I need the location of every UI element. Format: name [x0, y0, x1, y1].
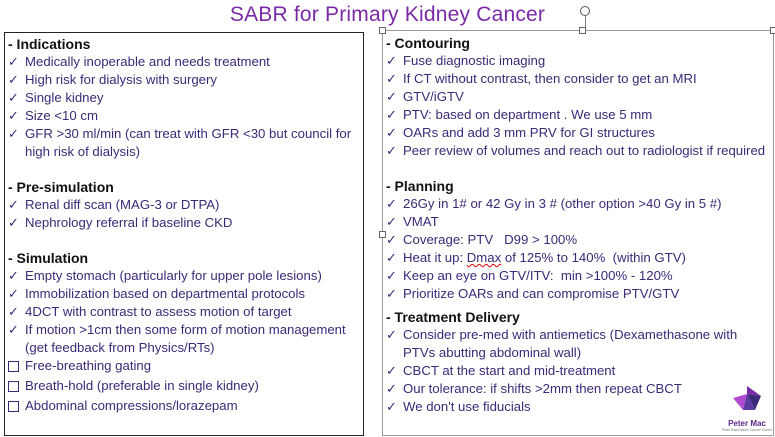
square-bullet-icon	[8, 381, 19, 392]
check-icon: ✓	[8, 126, 19, 141]
list-item: ✓ GFR >30 ml/min (can treat with GFR <30 but council for high risk of dialysis)	[8, 126, 352, 159]
list-item: ✓ Heat it up: Dmax of 125% to 140% (within GTV)	[386, 250, 686, 265]
check-icon: ✓	[8, 108, 19, 123]
list-item: ✓ High risk for dialysis with surgery	[8, 72, 218, 87]
checkbox-list-item: Breath-hold (preferable in single kidney)	[8, 377, 360, 397]
check-icon: ✓	[8, 322, 19, 337]
check-icon: ✓	[8, 304, 19, 319]
check-icon: ✓	[386, 268, 397, 283]
list-item: ✓ Single kidney	[8, 90, 104, 105]
check-icon: ✓	[8, 72, 19, 87]
list-item: ✓ 26Gy in 1# or 42 Gy in 3 # (other option >40 Gy in 5 #)	[386, 196, 722, 211]
check-icon: ✓	[386, 381, 397, 396]
list-item: ✓ Fuse diagnostic imaging	[386, 53, 546, 68]
list-item: ✓ Renal diff scan (MAG-3 or DTPA)	[8, 197, 220, 212]
section-heading: - Treatment Delivery	[386, 309, 520, 325]
check-icon: ✓	[386, 214, 397, 229]
check-icon: ✓	[8, 286, 19, 301]
list-item: ✓ Consider pre-med with antiemetics (Dexamethasone with PTVs abutting abdominal wall)	[386, 327, 738, 360]
resize-handle-top-right[interactable]	[770, 27, 775, 34]
section-heading: - Contouring	[386, 35, 470, 51]
check-icon: ✓	[386, 327, 397, 342]
list-item: ✓ Peer review of volumes and reach out to radiologist if required	[386, 143, 766, 158]
list-item: ✓ CBCT at the start and mid-treatment	[386, 363, 616, 378]
check-icon: ✓	[8, 268, 19, 283]
left-column	[8, 35, 360, 417]
right-column	[386, 34, 771, 416]
list-item: ✓ VMAT	[386, 214, 439, 229]
list-item: ✓ 4DCT with contrast to assess motion of target	[8, 304, 292, 319]
spellcheck-underlined-word: Dmax	[466, 250, 502, 265]
section-heading: - Indications	[8, 36, 91, 52]
logo-subtitle: Peter MacCallum Cancer Centre	[721, 428, 773, 432]
list-item: ✓ Empty stomach (particularly for upper pole lesions)	[8, 268, 322, 283]
section-heading: - Simulation	[8, 250, 89, 266]
resize-handle-middle-left[interactable]	[379, 231, 386, 238]
list-item: ✓ Coverage: PTV D99 > 100%	[386, 232, 578, 247]
checkbox-list-item: Abdominal compressions/lorazepam	[8, 397, 360, 417]
check-icon: ✓	[8, 90, 19, 105]
section-contouring	[386, 34, 771, 160]
section-heading: - Planning	[386, 178, 454, 194]
section-treatment-delivery	[386, 308, 771, 416]
check-icon: ✓	[386, 363, 397, 378]
list-item: ✓ We don't use fiducials	[386, 399, 531, 414]
check-icon: ✓	[386, 250, 397, 265]
logo-name: Peter Mac	[728, 419, 766, 428]
check-icon: ✓	[386, 125, 397, 140]
section-indications	[8, 35, 360, 161]
check-icon: ✓	[386, 232, 397, 247]
resize-handle-top-middle[interactable]	[579, 27, 586, 34]
check-icon: ✓	[8, 54, 19, 69]
section-pre-simulation	[8, 178, 360, 232]
check-icon: ✓	[386, 89, 397, 104]
resize-handle-top-left[interactable]	[379, 27, 386, 34]
list-item: ✓ Immobilization based on departmental protocols	[8, 286, 306, 301]
check-icon: ✓	[386, 399, 397, 414]
check-icon: ✓	[8, 215, 19, 230]
section-planning	[386, 177, 771, 303]
logo-mark-icon	[727, 384, 767, 414]
list-item: ✓ If motion >1cm then some form of motion management (get feedback from Physics/RTs)	[8, 322, 346, 355]
check-icon: ✓	[386, 107, 397, 122]
section-heading: - Pre-simulation	[8, 179, 114, 195]
list-item: ✓ Size <10 cm	[8, 108, 98, 123]
list-item: ✓ OARs and add 3 mm PRV for GI structures	[386, 125, 655, 140]
check-icon: ✓	[386, 71, 397, 86]
list-item: ✓ Our tolerance: if shifts >2mm then repeat CBCT	[386, 381, 682, 396]
check-icon: ✓	[386, 143, 397, 158]
list-item: ✓ Prioritize OARs and can compromise PTV/GTV	[386, 286, 680, 301]
list-item: ✓ Keep an eye on GTV/ITV: min >100% - 120%	[386, 268, 673, 283]
check-icon: ✓	[8, 197, 19, 212]
peter-mac-logo	[720, 384, 774, 436]
list-item: ✓ PTV: based on department . We use 5 mm	[386, 107, 653, 122]
square-bullet-icon	[8, 361, 19, 372]
slide-title: SABR for Primary Kidney Cancer	[229, 3, 546, 26]
square-bullet-icon	[8, 401, 19, 412]
list-item: ✓ If CT without contrast, then consider to get an MRI	[386, 71, 697, 86]
list-item: ✓ GTV/iGTV	[386, 89, 464, 104]
list-item: ✓ Nephrology referral if baseline CKD	[8, 215, 233, 230]
section-simulation	[8, 249, 360, 417]
checkbox-list-item: Free-breathing gating	[8, 357, 360, 377]
check-icon: ✓	[386, 53, 397, 68]
list-item: ✓ Medically inoperable and needs treatment	[8, 54, 270, 69]
check-icon: ✓	[386, 286, 397, 301]
check-icon: ✓	[386, 196, 397, 211]
